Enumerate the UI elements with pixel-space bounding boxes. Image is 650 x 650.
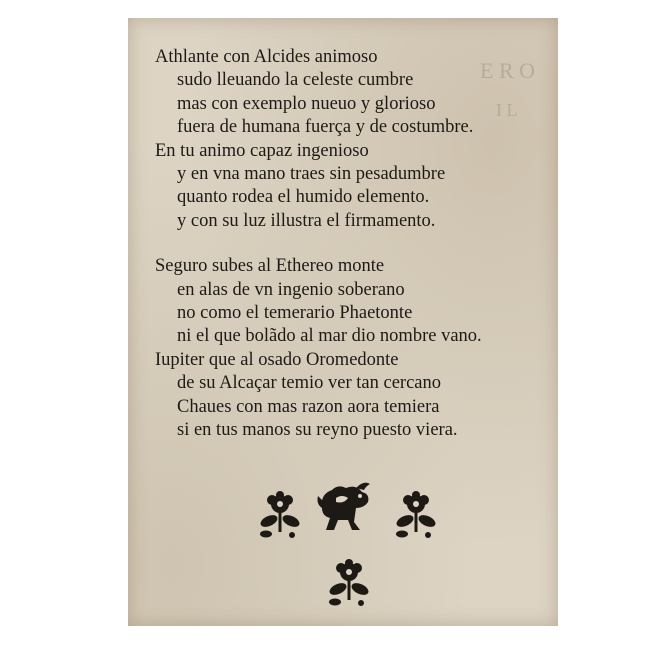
verse-line: Seguro subes al Ethereo monte: [155, 256, 385, 277]
verse-line: si en tus manos su reyno puesto viera.: [177, 420, 458, 441]
poem: [155, 46, 555, 443]
verse-line: fuera de humana fuerça y de costumbre.: [177, 117, 474, 138]
verse-line: sudo lleuando la celeste cumbre: [177, 70, 414, 91]
flower-ornament: [394, 490, 438, 540]
lion-ornament: [316, 478, 374, 534]
verse-line: mas con exemplo nueuo y glorioso: [177, 93, 436, 114]
bleed-through-text: E R O: [480, 58, 535, 83]
verse-line: quanto rodea el humido elemento.: [177, 187, 430, 208]
verse-line: y con su luz illustra el firmamento.: [177, 210, 436, 231]
stanza-2: [155, 255, 555, 442]
verse-line: no como el temerario Phaetonte: [177, 303, 413, 324]
verse-line: Iupiter que al osado Oromedonte: [155, 349, 399, 370]
bleed-through-text: I L: [496, 100, 518, 120]
verse-line: de su Alcaçar temio ver tan cercano: [177, 373, 442, 394]
verse-line: En tu animo capaz ingenioso: [155, 140, 369, 161]
verse-line: Athlante con Alcides animoso: [155, 47, 378, 67]
stanza-gap: [155, 233, 555, 255]
verse-line: y en vna mano traes sin pesadumbre: [177, 164, 446, 185]
stanza-1: [155, 46, 555, 233]
flower-ornament: [327, 558, 371, 608]
flower-ornament: [258, 490, 302, 540]
verse-line: en alas de vn ingenio soberano: [177, 279, 405, 300]
verse-line: Chaues con mas razon aora temiera: [177, 396, 440, 417]
verse-line: ni el que bolãdo al mar dio nombre vano.: [177, 326, 482, 347]
